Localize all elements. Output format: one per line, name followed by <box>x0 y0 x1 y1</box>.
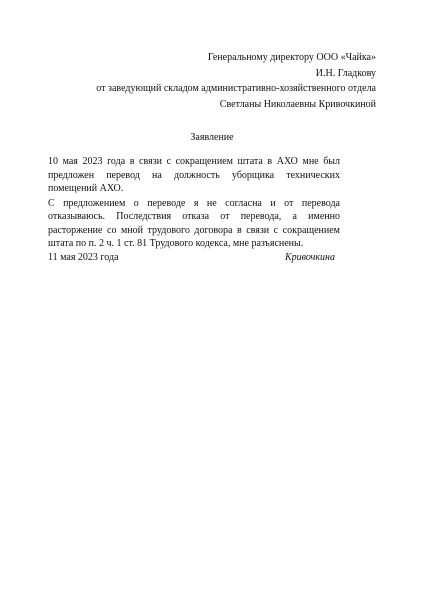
document-date: 11 мая 2023 года <box>48 252 119 263</box>
addressee-position: Генеральному директору ООО «Чайка» <box>207 52 376 63</box>
document-body <box>48 155 340 251</box>
body-paragraph-offer: 10 мая 2023 года в связи с сокращением штата в АХО мне был предложен перевод на должность уборщика технических помещений АХО. <box>48 156 340 194</box>
sender-position: от заведующий складом административно-хозяйственного отдела <box>96 83 376 94</box>
addressee-block <box>96 50 376 112</box>
sender-name: Светланы Николаевны Кривочкиной <box>219 98 376 110</box>
addressee-name: И.Н. Гладкову <box>315 67 376 79</box>
body-paragraph-refusal: С предложением о переводе я не согласна и от перевода отказываюсь. Последствия отказа от перевода, а именно расторжение со мной трудового договора в связи с сокращением штата по п. 2 ч. 1 ст. 81 Трудового кодекса, мне разъяснены. <box>48 197 340 249</box>
signature: Кривочкина <box>285 252 335 263</box>
document-title: Заявление <box>190 132 234 143</box>
